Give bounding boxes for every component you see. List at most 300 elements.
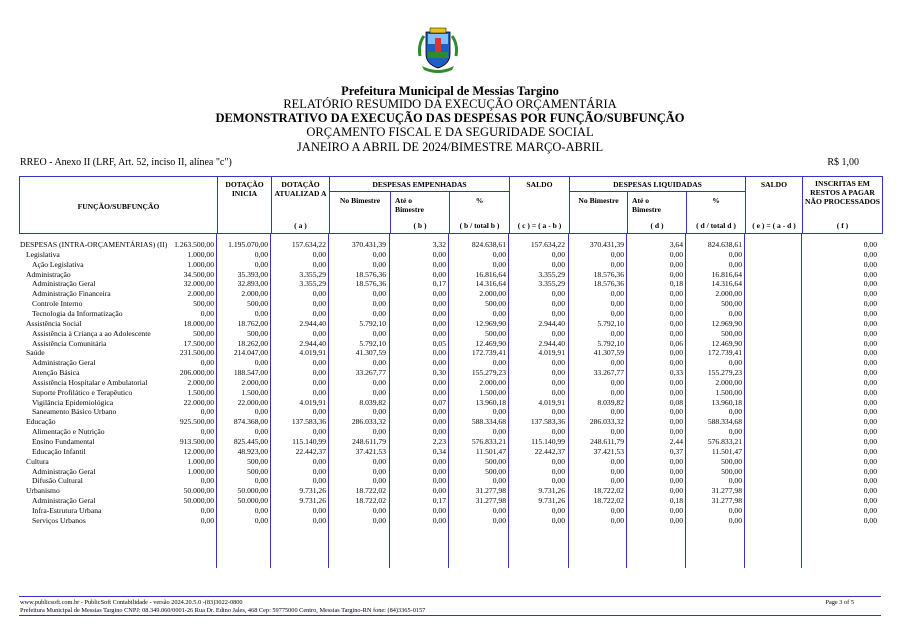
row-value: 2.944,40 (538, 338, 565, 348)
row-value: 41.307,59 (593, 348, 624, 358)
col-saldo-e: SALDO (760, 180, 788, 189)
row-value: 0,00 (728, 476, 742, 486)
row-label: Infra-Estrutura Urbana (32, 505, 102, 515)
row-label: Educação (26, 417, 56, 427)
row-value: 155.279,23 (471, 368, 506, 378)
row-value: 1.263.500,00 (174, 240, 214, 249)
row-value: 0,00 (863, 466, 877, 476)
row-value: 17.500,00 (183, 338, 214, 348)
row-label: Saneamento Básico Urbano (32, 407, 117, 417)
row-value: 157.634,22 (291, 240, 326, 249)
row-value: 0,00 (492, 358, 506, 368)
table-row (20, 299, 880, 309)
row-value: 1.000,00 (187, 249, 214, 259)
row-label: Difusão Cultural (32, 476, 83, 486)
row-value: 13.960,18 (711, 397, 742, 407)
row-value: 0,00 (863, 259, 877, 269)
row-value: 2.944,40 (299, 338, 326, 348)
row-value: 0,00 (669, 427, 683, 437)
row-label: Tecnologia da Informatização (32, 308, 123, 318)
row-value: 0,00 (492, 407, 506, 417)
row-value: 0,00 (863, 505, 877, 515)
row-value: 2,23 (432, 437, 446, 446)
row-value: 0,17 (432, 279, 446, 289)
table-row (20, 250, 880, 260)
row-value: 500,00 (193, 328, 214, 338)
row-value: 4.019,91 (299, 397, 326, 407)
row-value: 0,00 (312, 427, 326, 437)
col-emp-pct-code: ( b / total b ) (459, 221, 500, 230)
row-value: 0,00 (432, 466, 446, 476)
row-value: 248.611,79 (590, 437, 624, 446)
row-value: 0,00 (610, 299, 624, 309)
row-value: 18.762,00 (237, 318, 268, 328)
row-value: 0,00 (254, 407, 268, 417)
row-value: 0,00 (372, 387, 386, 397)
row-value: 33.267,77 (355, 368, 386, 378)
table-row (20, 407, 880, 417)
row-value: 0,00 (669, 318, 683, 328)
row-value: 0,00 (669, 476, 683, 486)
row-value: 37.421,53 (593, 446, 624, 456)
row-value: 0,00 (372, 427, 386, 437)
row-value: 0,00 (432, 299, 446, 309)
row-value: 31.277,98 (475, 486, 506, 496)
row-value: 31.277,98 (711, 486, 742, 496)
table-row (20, 348, 880, 358)
row-value: 35.393,00 (237, 269, 268, 279)
annex-reference: RREO - Anexo II (LRF, Art. 52, inciso II, alínea "c") (20, 157, 232, 168)
row-value: 9.731,26 (299, 496, 326, 506)
row-value: 825.445,00 (233, 437, 268, 446)
row-value: 0,00 (863, 417, 877, 427)
table-row (20, 368, 880, 378)
report-title: RELATÓRIO RESUMIDO DA EXECUÇÃO ORÇAMENTÁRIA (283, 97, 617, 111)
row-value: 370.431,39 (589, 240, 624, 249)
row-value: 0,00 (432, 328, 446, 338)
row-value: 0,00 (610, 407, 624, 417)
col-emp-ate-bimestre-code: ( b ) (413, 221, 427, 230)
row-value: 370.431,39 (351, 240, 386, 249)
row-value: 0,00 (312, 328, 326, 338)
row-value: 0,00 (669, 308, 683, 318)
row-value: 0,00 (372, 308, 386, 318)
table-row (20, 506, 880, 516)
row-value: 0,00 (863, 249, 877, 259)
row-value: 0,00 (312, 368, 326, 378)
col-despesas-liquidadas: DESPESAS LIQUIDADAS (613, 180, 702, 189)
row-value: 0,00 (610, 377, 624, 387)
row-value: 0,00 (200, 427, 214, 437)
row-value: 0,00 (372, 515, 386, 525)
row-value: 0,00 (254, 259, 268, 269)
row-value: 0,00 (312, 358, 326, 368)
row-value: 0,00 (551, 476, 565, 486)
currency-unit: R$ 1,00 (827, 157, 859, 168)
row-value: 0,00 (669, 387, 683, 397)
row-value: 0,00 (432, 259, 446, 269)
row-value: 0,00 (863, 456, 877, 466)
row-value: 0,00 (492, 515, 506, 525)
row-value: 4.019,91 (538, 348, 565, 358)
row-value: 2.000,00 (715, 377, 742, 387)
row-value: 4.019,91 (299, 348, 326, 358)
row-value: 874.368,00 (233, 417, 268, 427)
row-value: 0,00 (492, 259, 506, 269)
row-value: 172.739,41 (707, 348, 742, 358)
row-value: 0,00 (863, 240, 877, 249)
row-value: 12.469,90 (711, 338, 742, 348)
row-value: 286.033,32 (589, 417, 624, 427)
row-value: 0,00 (200, 476, 214, 486)
row-value: 1.000,00 (187, 466, 214, 476)
row-value: 0,00 (372, 377, 386, 387)
row-label: Administração Geral (32, 496, 96, 506)
row-value: 18.000,00 (183, 318, 214, 328)
row-label: Atenção Básica (32, 368, 80, 378)
row-value: 0,00 (610, 466, 624, 476)
col-restos-code: ( f ) (836, 221, 849, 230)
row-value: 3,32 (432, 240, 446, 249)
row-value: 0,00 (610, 427, 624, 437)
row-value: 0,00 (551, 358, 565, 368)
row-value: 0,00 (863, 368, 877, 378)
row-value: 0,00 (312, 505, 326, 515)
row-value: 1.500,00 (241, 387, 268, 397)
row-value: 0,00 (669, 505, 683, 515)
row-value: 22.442,37 (295, 446, 326, 456)
row-value: 0,00 (551, 466, 565, 476)
row-label: Vigilância Epidemiológica (32, 397, 114, 407)
row-value: 0,00 (863, 299, 877, 309)
row-value: 0,00 (312, 407, 326, 417)
row-value: 0,00 (610, 308, 624, 318)
row-value: 0,00 (863, 407, 877, 417)
row-value: 2.000,00 (715, 289, 742, 299)
row-value: 0,00 (432, 505, 446, 515)
row-value: 0,00 (432, 515, 446, 525)
row-value: 0,00 (254, 505, 268, 515)
row-value: 18.722,02 (355, 486, 386, 496)
table-row (20, 388, 880, 398)
table-row (20, 339, 880, 349)
row-value: 0,00 (551, 249, 565, 259)
row-label: Controle Interno (32, 299, 83, 309)
row-value: 0,00 (669, 348, 683, 358)
table-row (20, 516, 880, 526)
row-value: 0,00 (610, 515, 624, 525)
row-label: Assistência Hospitalar e Ambulatorial (32, 377, 148, 387)
row-value: 0,00 (728, 249, 742, 259)
row-value: 0,00 (551, 387, 565, 397)
table-row (20, 447, 880, 457)
row-value: 0,00 (492, 505, 506, 515)
row-value: 0,00 (863, 476, 877, 486)
row-value: 0,00 (863, 397, 877, 407)
row-value: 0,00 (728, 358, 742, 368)
row-value: 18.576,36 (355, 269, 386, 279)
row-value: 500,00 (485, 466, 506, 476)
row-value: 0,30 (432, 368, 446, 378)
table-row (20, 467, 880, 477)
row-value: 0,00 (610, 387, 624, 397)
row-value: 50.000,00 (183, 496, 214, 506)
row-value: 22.000,00 (183, 397, 214, 407)
row-value: 0,00 (372, 328, 386, 338)
row-value: 18.722,02 (593, 496, 624, 506)
col-emp-pct: % (475, 196, 484, 205)
row-value: 500,00 (721, 466, 742, 476)
table-row (20, 417, 880, 427)
table-row (20, 279, 880, 289)
row-value: 0,00 (863, 486, 877, 496)
row-label: Ação Legislativa (32, 259, 84, 269)
row-value: 22.000,00 (237, 397, 268, 407)
table-row (20, 378, 880, 388)
row-value: 0,00 (372, 476, 386, 486)
row-value: 0,00 (669, 466, 683, 476)
row-value: 0,00 (610, 259, 624, 269)
row-label: Educação Infantil (32, 446, 86, 456)
row-value: 0,00 (372, 299, 386, 309)
row-value: 13.960,18 (475, 397, 506, 407)
col-liq-pct: % (712, 196, 720, 205)
row-value: 3.355,29 (538, 279, 565, 289)
row-value: 0,00 (312, 515, 326, 525)
row-value: 14.316,64 (711, 279, 742, 289)
table-row (20, 319, 880, 329)
row-value: 0,00 (669, 328, 683, 338)
row-value: 0,00 (669, 417, 683, 427)
row-value: 0,00 (432, 407, 446, 417)
col-liq-ate-bimestre-code: ( d ) (650, 221, 664, 230)
row-value: 31.277,98 (475, 496, 506, 506)
row-value: 9.731,26 (299, 486, 326, 496)
footer-address: Prefeitura Municipal de Messias Targino CNPJ: 08.349.060/0001-26 Rua Dr. Edino Jales, 468 Cep: 59775000 Centro, Messias Targino-RN fone: (84)3365-0157 (20, 607, 426, 614)
row-value: 0,00 (610, 476, 624, 486)
row-label: Urbanismo (26, 486, 60, 496)
row-value: 11.501,47 (711, 446, 742, 456)
col-liq-ate-bimestre: Até o Bimestre (632, 196, 661, 214)
row-value: 0,00 (372, 249, 386, 259)
row-value: 18.576,36 (593, 269, 624, 279)
col-dotacao-atualizada: DOTAÇÃO ATUALIZAD A (274, 180, 327, 198)
col-saldo-c-code: ( c ) = ( a - b ) (517, 221, 562, 230)
row-value: 2.000,00 (241, 289, 268, 299)
row-value: 16.816,64 (475, 269, 506, 279)
row-value: 5.792,10 (359, 338, 386, 348)
row-value: 500,00 (247, 466, 268, 476)
row-value: 0,00 (372, 407, 386, 417)
row-value: 18.262,00 (237, 338, 268, 348)
row-value: 0,00 (863, 338, 877, 348)
row-value: 576.833,21 (707, 437, 742, 446)
row-value: 50.000,00 (237, 486, 268, 496)
row-value: 925.500,00 (179, 417, 214, 427)
row-value: 9.731,26 (538, 486, 565, 496)
row-value: 0,00 (432, 358, 446, 368)
row-value: 500,00 (485, 299, 506, 309)
row-value: 0,00 (610, 249, 624, 259)
col-dotacao-inicial: DOTAÇÃO INICIA (225, 180, 264, 198)
row-value: 0,00 (254, 249, 268, 259)
row-value: 3.355,29 (538, 269, 565, 279)
table-row (20, 358, 880, 368)
row-value: 1.000,00 (187, 456, 214, 466)
row-value: 0,00 (863, 446, 877, 456)
row-value: 0,00 (863, 348, 877, 358)
row-value: 0,00 (669, 515, 683, 525)
statement-title: DEMONSTRATIVO DA EXECUÇÃO DAS DESPESAS POR FUNÇÃO/SUBFUNÇÃO (215, 111, 685, 125)
col-liq-pct-code: ( d / total d ) (696, 221, 736, 230)
row-value: 0,00 (669, 377, 683, 387)
table-row (20, 329, 880, 339)
period-title: JANEIRO A ABRIL DE 2024/BIMESTRE MARÇO-ABRIL (296, 140, 604, 154)
row-value: 0,00 (669, 358, 683, 368)
row-value: 0,00 (200, 308, 214, 318)
row-value: 0,00 (669, 407, 683, 417)
row-value: 0,00 (432, 427, 446, 437)
row-value: 1.000,00 (187, 259, 214, 269)
row-value: 588.334,68 (707, 417, 742, 427)
row-value: 500,00 (485, 456, 506, 466)
row-value: 0,00 (492, 476, 506, 486)
row-value: 0,00 (728, 505, 742, 515)
row-value: 0,00 (863, 358, 877, 368)
col-restos-a-pagar: INSCRITAS EM RESTOS A PAGAR NÃO PROCESSADOS (805, 179, 880, 206)
table-header (19, 176, 883, 234)
row-value: 12.469,90 (475, 338, 506, 348)
row-value: 0,00 (312, 308, 326, 318)
col-liq-no-bimestre: No Bimestre (578, 196, 619, 205)
row-value: 14.316,64 (475, 279, 506, 289)
table-row (20, 427, 880, 437)
row-value: 0,00 (432, 318, 446, 328)
row-value: 0,00 (312, 466, 326, 476)
row-value: 2.000,00 (187, 289, 214, 299)
row-value: 16.816,64 (711, 269, 742, 279)
row-value: 0,00 (863, 269, 877, 279)
row-value: 34.500,00 (183, 269, 214, 279)
row-value: 0,00 (863, 289, 877, 299)
row-value: 0,00 (432, 417, 446, 427)
row-value: 0,00 (863, 308, 877, 318)
row-value: 0,00 (432, 269, 446, 279)
row-value: 1.500,00 (479, 387, 506, 397)
row-label: Administração Geral (32, 358, 96, 368)
row-value: 0,00 (312, 387, 326, 397)
row-label: Suporte Profilático e Terapêutico (32, 387, 133, 397)
row-value: 0,00 (551, 505, 565, 515)
row-value: 0,00 (728, 308, 742, 318)
row-value: 8.039,82 (597, 397, 624, 407)
row-value: 5.792,10 (597, 318, 624, 328)
row-value: 0,17 (432, 496, 446, 506)
row-value: 0,00 (372, 289, 386, 299)
row-value: 0,00 (312, 259, 326, 269)
row-value: 2.944,40 (299, 318, 326, 328)
row-value: 172.739,41 (471, 348, 506, 358)
row-value: 8.039,82 (359, 397, 386, 407)
row-value: 0,00 (492, 249, 506, 259)
row-value: 2,44 (669, 437, 683, 446)
row-value: 0,00 (669, 456, 683, 466)
row-value: 0,00 (254, 358, 268, 368)
row-value: 18.722,02 (593, 486, 624, 496)
col-funcao: FUNÇÃO/SUBFUNÇÃO (77, 202, 160, 211)
row-value: 0,00 (669, 486, 683, 496)
budget-title: ORÇAMENTO FISCAL E DA SEGURIDADE SOCIAL (306, 125, 594, 139)
row-value: 37.421,53 (355, 446, 386, 456)
row-value: 115.140,99 (531, 437, 565, 446)
row-value: 0,05 (432, 338, 446, 348)
row-value: 2.944,40 (538, 318, 565, 328)
row-label: Cultura (26, 456, 49, 466)
row-value: 0,00 (254, 308, 268, 318)
row-value: 500,00 (721, 456, 742, 466)
row-value: 0,00 (432, 377, 446, 387)
row-value: 0,00 (200, 515, 214, 525)
row-value: 500,00 (721, 299, 742, 309)
row-value: 3,64 (669, 240, 683, 249)
row-value: 18.576,36 (593, 279, 624, 289)
row-value: 5.792,10 (359, 318, 386, 328)
col-emp-ate-bimestre: Até o Bimestre (395, 196, 424, 214)
row-value: 0,00 (610, 289, 624, 299)
row-value: 0,00 (551, 515, 565, 525)
row-value: 48.923,00 (237, 446, 268, 456)
row-value: 0,00 (551, 456, 565, 466)
row-value: 0,00 (728, 259, 742, 269)
col-saldo-e-code: ( e ) = ( a - d ) (752, 221, 796, 230)
table-row (20, 240, 880, 250)
col-emp-no-bimestre: No Bimestre (339, 196, 381, 205)
row-value: 0,00 (610, 358, 624, 368)
row-value: 0,00 (254, 427, 268, 437)
row-value: 214.047,00 (233, 348, 268, 358)
org-title: Prefeitura Municipal de Messias Targino (341, 84, 559, 98)
row-label: Serviços Urbanos (32, 515, 86, 525)
row-value: 0,00 (312, 299, 326, 309)
row-value: 231.500,00 (179, 348, 214, 358)
row-value: 0,00 (863, 279, 877, 289)
row-value: 588.334,68 (471, 417, 506, 427)
table-row (20, 476, 880, 486)
row-value: 824.638,61 (471, 240, 506, 249)
table-row (20, 398, 880, 408)
table-row (20, 437, 880, 447)
row-label: Administração (26, 269, 71, 279)
row-value: 0,07 (432, 397, 446, 407)
row-label: Assistência à Criança a ao Adolescente (32, 328, 151, 338)
row-label: Administração Geral (32, 466, 96, 476)
row-value: 2.000,00 (187, 377, 214, 387)
row-label: DESPESAS (INTRA-ORÇAMENTÁRIAS) (II) (20, 240, 168, 249)
row-value: 576.833,21 (471, 437, 506, 446)
row-label: Ensino Fundamental (32, 437, 95, 446)
row-value: 0,37 (669, 446, 683, 456)
row-value: 137.583,36 (530, 417, 565, 427)
row-value: 0,00 (492, 427, 506, 437)
row-value: 115.140,99 (292, 437, 326, 446)
row-value: 0,00 (312, 456, 326, 466)
row-value: 0,00 (432, 387, 446, 397)
row-value: 41.307,59 (355, 348, 386, 358)
row-value: 500,00 (193, 299, 214, 309)
row-value: 0,00 (200, 407, 214, 417)
row-value: 286.033,32 (351, 417, 386, 427)
row-value: 500,00 (485, 328, 506, 338)
